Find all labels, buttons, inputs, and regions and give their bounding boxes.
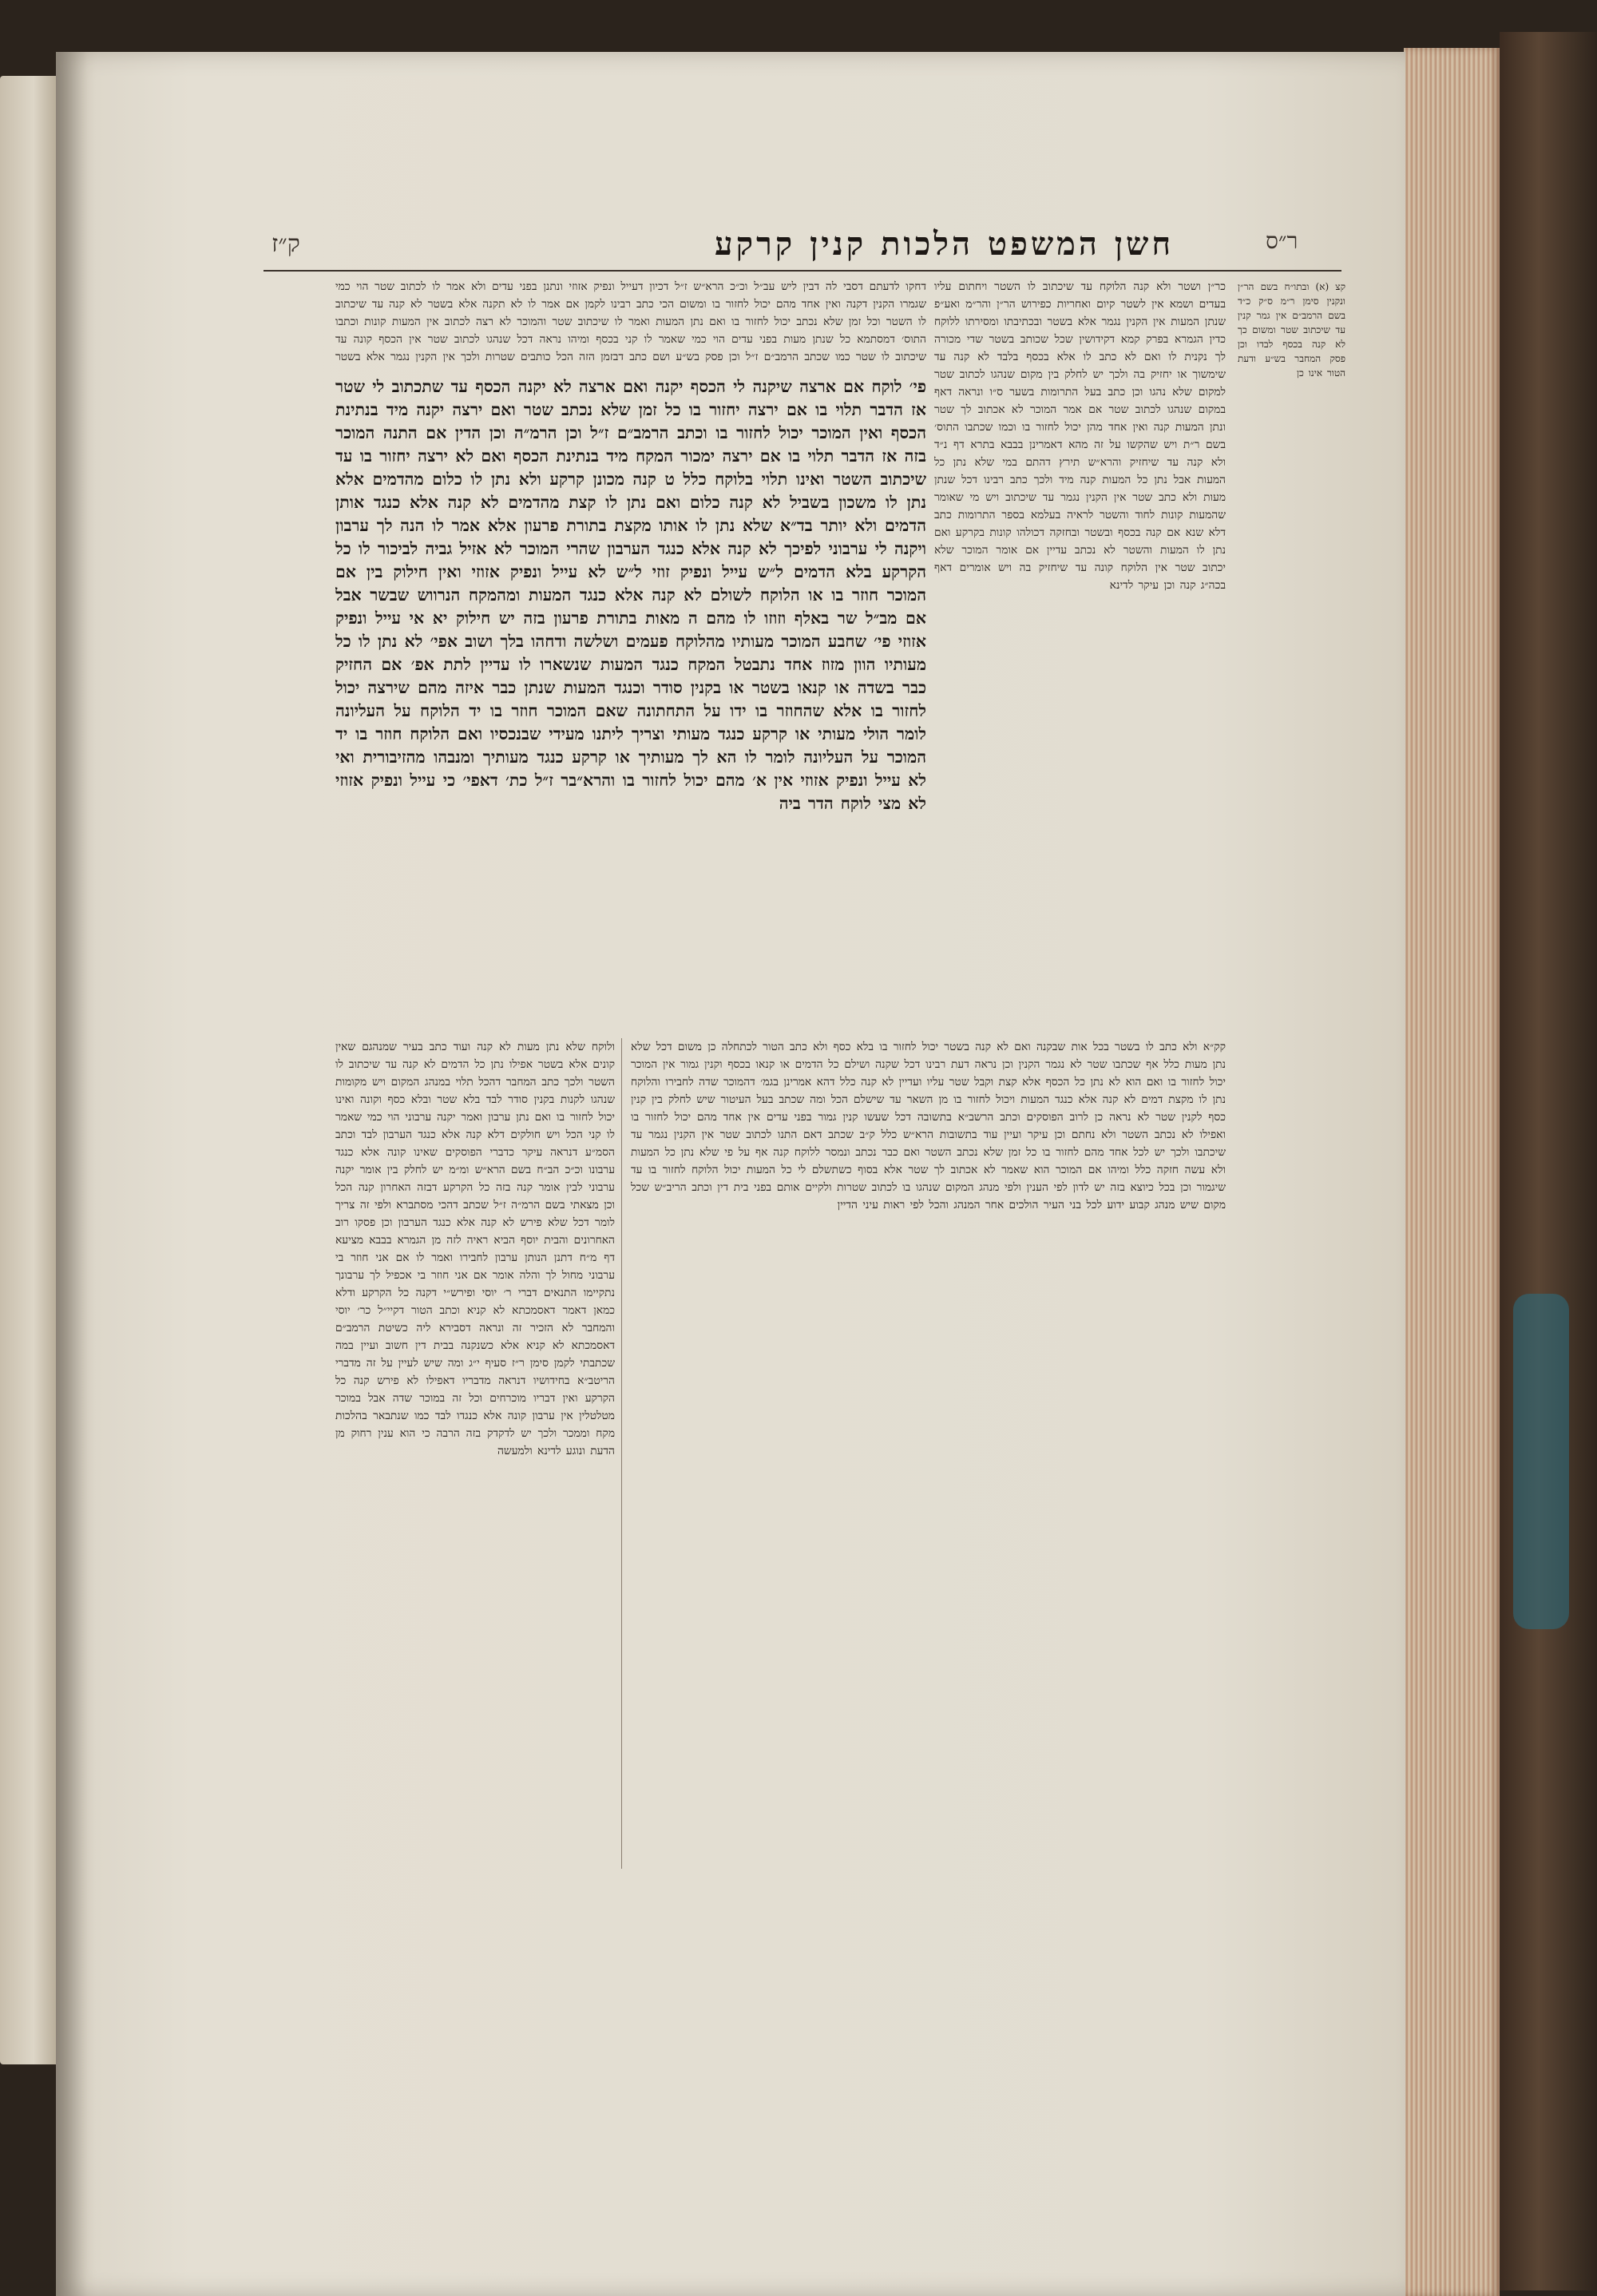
page-header [264, 216, 1341, 272]
header-rule [264, 270, 1341, 272]
gutter-shadow [56, 52, 88, 2296]
book-cover [1500, 32, 1597, 2290]
upper-right-text-continued: בספר התרומות כתב דלא שנא אם קנה בכסף ובשטר ובחזקה דכולהו קונות בקרקע ואם נתן לו המעות והשטר לא נכתב עדיין אם אומר המוכר שלא יכתוב שטר אין הלוקח קונה עד שיחזיק בה ויש אומרים דאף בכה״ג קנה וכן עיקר לדינא [934, 509, 1226, 592]
previous-page-edge [0, 76, 56, 2064]
upper-left-commentary: דחקו לדעתם דסבי לה דבין ליש עב״ל וכ״כ הרא״ש ז״ל דכיון דעייל ונפיק אזוזי ונתנן בפני עדים ולא אמר לו לכתוב שטר הוי כמי שגמרו הקנין דקנה ואין אחד מהם יכול לחזור בו ומשום הכי כתב רבינו לקמן אם אמר לו לא תקנה אלא בשטר לא קנה עד שיכתוב לו השטר וכל זמן שלא נכתב יכול לחזור בו ואם נתן המעות ואמר לו שיכתוב שטר והמוכר לא רצה לכתוב אין המעות קונות וכתבו התוס׳ דמסתמא כל שנתן מעות בפני עדים הוי כמי שאמר לו קני בכסף ומיהו נראה דכל שנהגו לכתוב שטר אין הכסף קונה עד שיכתוב לו שטר כמו שכתב הרמב״ם ז״ל וכן פסק בש״ע ושם כתב דבזמן הזה הכל כותבים שטרות ולכך אין הקנין נגמר אלא בשטר [335, 280, 926, 363]
column-divider [621, 1038, 622, 1869]
main-text: פי׳ לוקח אם ארצה שיקנה לי הכסף יקנה ואם ארצה לא יקנה הכסף עד שתכתוב לי שטר אז הדבר תלוי בו אם ירצה יחזור בו כל זמן שלא נכתב שטר ואם ירצה יקנה מיד בנתינת הכסף ואין המוכר יכול לחזור בו וכתב הרמב״ם ז״ל וכן הרמ״ה וכן הדין אם התנה המוכר בזה אז הדבר תלוי בו אם ירצה ימכור המקח מיד בנתינת הכסף ואם לא ירצה יחזור בו עד שיכתוב השטר ואינו תלוי בלוקח כלל ט קנה מכונן קרקע ולא נתן לו כלום מהדמים אלא נתן לו משכון בשביל לא קנה כלום ואם נתן לו קצת מהדמים לא קנה אלא כנגד אותן הדמים ולא יותר בד״א שלא נתן לו אותו מקצת בתורת פרעון אלא אמר לו הנה לך ערבון ויקנה לי ערבוני לפיכך לא קנה אלא כנגד הערבון שהרי המוכר לא אזיל גביה לביכור לו כל הקרקע בלא הדמים ל״ש עייל ונפיק זוזי ל״ש לא עייל ונפיק אזוזי ואין חילוק בין אם המוכר חוזר בו או הלוקח לשולם לא קנה אלא כנגד המעות ומהמקח הנרווש שבשר אבל אם מב״ל שר באלף וזוזו לו מהם ה מאות בתורת פרעון בזה יש חילוק יא אי עייל ונפיק אזוזי פי׳ שחבע המוכר מעותיו מהלוקח פעמים ושלשה ודחהו בלך ושוב אפי׳ לא נתן לו כל מעותיו הוון מזוז אחד נתבטל המקח כנגד המעות שנשארו לו עדיין לתת אפ׳ אם החזיק כבר בשדה או קנאו בשטר או בקנין סודר וכנגד המעות שנתן כבר איזה מהם שירצה יכול לחזור בו אלא שהחוזר בו ידו על התחתונה שאם המוכר חוזר בו יד הלוקח על העליונה לומר הולי מעותי או קרקע כנגד מעותי וצריך ליתנו מעידי שבנכסיו ואם הלוקח חוזר בו יד המוכר על העליונה לומר לו הא לך מעותיך או קרקע כנגד מעותיך ומנבהו מהזיבורית ואי לא עייל ונפיק אזוזי אין א׳ מהם יכול לחזור בו והרא״בר ז״ל כת׳ דאפי׳ כי עייל ונפיק אזוזי לא מצי לוקח הדר ביה [335, 377, 926, 813]
page-title: חשן המשפט הלכות קנין קרקע [715, 224, 1174, 263]
page-number: ק״ז [271, 229, 300, 258]
section-mark: ר״ס [1266, 228, 1298, 254]
margin-notes: קצ (א) ובתו״ח בשם הר״ן ונקנין סימן ר״מ ס״ק כ״ד בשם הרמב״ם אין גמר קנין עד שיכתוב שטר ומשום כך לא קנה בכסף לבדו וכן פסק המחבר בש״ע ודעת הטור אינו כן [1238, 281, 1345, 379]
page-edges [1404, 48, 1500, 2296]
bottom-left-commentary: ולוקח שלא נתן מעות לא קנה ועוד כתב בעיר שמנהגם שאין קונים אלא בשטר אפילו נתן כל הדמים לא קנה עד שיכתוב לו השטר ולכך כתב המחבר דהכל תלוי במנהג המקום ויש מקומות שנהגו לקנות בקנין סודר לבד בלא שטר ובלא כסף וקונה ואינו יכול לחזור בו ואם נתן ערבון ואמר יקנה ערבוני הוי כמי שאמר לו קני הכל ויש חולקים דלא קנה אלא כנגד הערבון לבד וכתב הסמ״ע דנראה עיקר כדברי הפוסקים שאינו קונה אלא כנגד ערבונו וכ״כ הב״ח בשם הרא״ש ומ״מ יש לחלק בין אומר יקנה ערבוני לבין אומר קנה בזה כל הקרקע דבזה האחרון קנה הכל וכן מצאתי בשם הרמ״ה ז״ל שכתב דהכי מסתברא ולפי זה צריך לומר דכל שלא פירש לא קנה אלא כנגד הערבון וכן פסקו רוב האחרונים והבית יוסף הביא ראיה לזה מן הגמרא בבבא מציעא דף מ״ח דתנן הנותן ערבון לחבירו ואמר לו אם אני חוזר בי ערבוני מחול לך והלה אומר אם אני חוזר בי אכפיל לך ערבונך נתקיימו התנאים דברי ר׳ יוסי ופירש״י דקנה כל הקרקע ודלא כמאן דאמר דאסמכתא לא קניא וכתב הטור דקיי״ל כר׳ יוסי והמחבר לא הזכיר זה ונראה דסבירא ליה כשיטת הרמב״ם דאסמכתא לא קניא אלא כשנקנה בבית דין חשוב ועיין במה שכתבתי לקמן סימן ר״ז סעיף י״ג ומה שיש לעיין על זה מדברי הריטב״א בחידושיו דנראה מדבריו דאפילו לא פירש קנה כל הקרקע ואין דבריו מוכרחים וכל זה במוכר שדה אבל במוכר מטלטלין אין ערבון קונה אלא כנגדו לבד כמו שנתבאר בהלכות מקח וממכר ולכך יש לדקדק בזה הרבה כי הוא ענין רחוק מן הדעת ונוגע לדינא ולמעשה [335, 1041, 615, 1457]
cover-stain [1513, 1294, 1569, 1629]
bottom-right-commentary: קק״א ולא כתב לו בשטר בכל אות שבקנה ואם לא קנה בשטר יכול לחזור בו בלא כסף ולא כתב הטור לכתחלה כן משום דכל שלא נתן מעות כלל אף שכתבו שטר לא נגמר הקנין וכן נראה דעת רבינו דכל שקנה ושילם כל הדמים או קנאו בכסף וקנין גמור אין המוכר יכול לחזור בו ואם הוא לא נתן כל הכסף אלא קצת וקבל שטר עליו ועדיין לא קנה כלל דהא אמרינן בגמ׳ דהמוכר שדה לחבירו והלוקח נתן לו מקצת דמים לא קנה אלא כנגד המעות ויכול לחזור בו מן השאר עד שישלם הכל ומה שכתב בעל העיטור שיש לחלק בין קנין כסף לקנין שטר לא נראה כן לרוב הפוסקים וכתב הרשב״א בתשובה דכל שעשו קנין גמור בפני עדים אין אחד מהם יכול לחזור בו ואפילו לא נכתב השטר ולא נחתם וכן עיקר ועיין עוד בתשובות הרא״ש כלל ק״ב שכתב דאם התנו לכתוב שטר אין הקנין נגמר עד שיכתבו ולכך יש לכל אחד מהם לחזור בו כל זמן שלא נכתב השטר ואם כבר נכתב ונמסר ללוקח קנה אף על פי שלא נתן כל המעות ולא עשה חזקה כלל ומיהו אם המוכר הוא שאמר לא אכתוב לך שטר אלא בסוף כשתשלם לי כל המעות יכול הלוקח לחזור בו עד שיגמור וכן בכל כיוצא בזה יש לדון לפי הענין ולפי מנהג המקום שנהגו בו לכתוב שטרות ולקיים אותם בפני בית דין וכתב הריב״ש שכל מקום שיש מנהג קבוע ידוע לכל בני העיר הולכים אחר המנהג והכל לפי ראות עיני הדיין [631, 1041, 1226, 1211]
upper-right-text: כר״ן ושטר ולא קנה הלוקח עד שיכתוב לו השטר ויחתום עליו בעדים ושמא אין לשטר קיום ואחריות כפירוש הר״ן והר״מ ואע״פ שנתן המעות אין הקנין נגמר אלא בשטר ובכתיבתו ומסירתו ללוקח כדין הגמרא בפרק קמא דקידושין שכל שכותב בשטר שדי מכורה לך נקנית לו ואם לא כתב לו אלא בכסף בלבד לא קנה עד שימשוך או יחזיק בה ולכך יש לחלק בין מקום שנהגו לכתוב שטר למקום שלא נהגו וכן כתב בעל התרומות בשער ס״ו ונראה דאף במקום שנהגו לכתוב שטר אם אמר המוכר לא אכתוב לך שטר ונתן המעות קנה ואין אחד מהן יכול לחזור בו וכמו שכתבו התוס׳ בשם ר״ת ויש שהקשו על זה מהא דאמרינן בבבא בתרא דף נ״ד ולא קנה עד שיחזיק והרא״ש תירץ דהתם במי שלא נתן כל המעות אבל נתן כל המעות קנה מיד ולכך כתב רבינו דכל שנתן מעות ולא כתב שטר אין הקנין נגמר עד שיכתוב ויש מי שאומר שהמעות קונות לחוד והשטר לראיה בעלמא [934, 280, 1226, 521]
